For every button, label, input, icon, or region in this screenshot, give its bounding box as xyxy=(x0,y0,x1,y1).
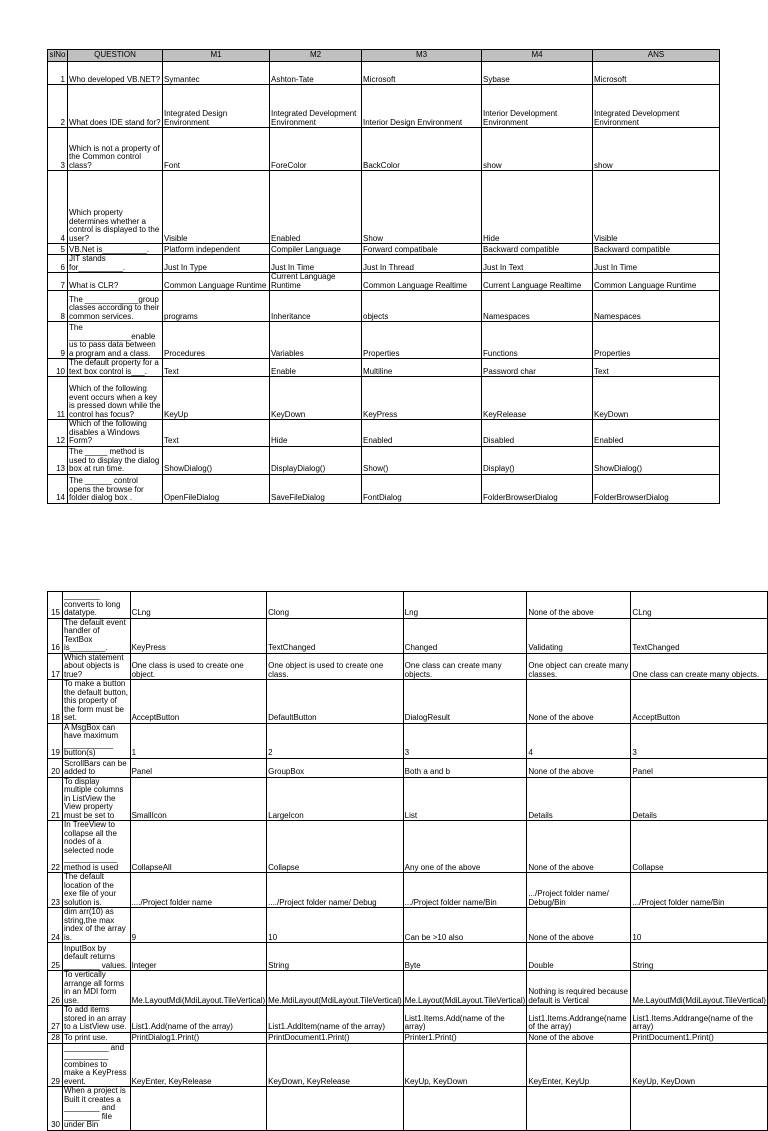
answer-cell: Integrated Development Environment xyxy=(593,85,720,128)
question-text: In TreeView to collapse all the nodes of a selected node ____________ method is used xyxy=(62,821,130,873)
option-m4: Sybase xyxy=(482,62,593,85)
header-m3: M3 xyxy=(362,50,482,62)
table-row xyxy=(48,446,720,474)
table-row xyxy=(48,359,720,377)
option-m4: Namespaces xyxy=(482,291,593,322)
option-m3 xyxy=(403,1087,527,1131)
option-m1 xyxy=(130,1087,267,1131)
option-m2: Ashton-Tate xyxy=(270,62,362,85)
question-text: Who developed VB.NET? xyxy=(68,62,163,85)
answer-cell: KeyUp, KeyDown xyxy=(631,1043,768,1087)
option-m1: Text xyxy=(163,359,270,377)
serial-number: 14 xyxy=(48,474,68,503)
option-m1: Just In Type xyxy=(163,255,270,273)
serial-number: 11 xyxy=(48,377,68,420)
option-m1: Procedures xyxy=(163,322,270,359)
serial-number: 13 xyxy=(48,446,68,474)
answer-cell: Properties xyxy=(593,322,720,359)
serial-number: 16 xyxy=(48,618,63,653)
option-m3: Both a and b xyxy=(403,758,527,777)
serial-number: 15 xyxy=(48,592,63,619)
option-m1: CollapseAll xyxy=(130,821,267,873)
option-m1: AcceptButton xyxy=(130,680,267,724)
option-m2: LargeIcon xyxy=(267,777,404,821)
serial-number: 28 xyxy=(48,1032,63,1043)
option-m1: ..../Project folder name xyxy=(130,873,267,908)
table-row xyxy=(48,723,768,758)
option-m3: One class can create many objects. xyxy=(403,653,527,680)
table-row xyxy=(48,474,720,503)
option-m2: ..../Project folder name/ Debug xyxy=(267,873,404,908)
option-m1: ShowDialog() xyxy=(163,446,270,474)
option-m3: List1.Items.Add(name of the array) xyxy=(403,1006,527,1033)
option-m3: Show() xyxy=(362,446,482,474)
answer-cell: Enabled xyxy=(593,420,720,447)
option-m3: Me.Layout(MdiLayout.TileVertical) xyxy=(403,971,527,1006)
question-text: InputBox by default returns ________ values. xyxy=(62,943,130,971)
serial-number: 3 xyxy=(48,128,68,171)
option-m3: Enabled xyxy=(362,420,482,447)
table-row xyxy=(48,777,768,821)
option-m1: Me.LayoutMdi(MdiLayout.TileVertical) xyxy=(130,971,267,1006)
option-m4: Nothing is required because default is Vertical xyxy=(527,971,631,1006)
answer-cell: AcceptButton xyxy=(631,680,768,724)
table-row xyxy=(48,273,720,291)
option-m4: KeyEnter, KeyUp xyxy=(527,1043,631,1087)
answer-cell: Just In Time xyxy=(593,255,720,273)
option-m3: Multiline xyxy=(362,359,482,377)
option-m1: programs xyxy=(163,291,270,322)
option-m1: One class is used to create one object. xyxy=(130,653,267,680)
option-m2: 10 xyxy=(267,908,404,943)
option-m2: GroupBox xyxy=(267,758,404,777)
option-m3: Can be >10 also xyxy=(403,908,527,943)
answer-cell: Details xyxy=(631,777,768,821)
question-text: When a project is Built it creates a ________ and ________ file under Bin xyxy=(62,1087,130,1131)
question-text: The default location of the exe file of your solution is. xyxy=(62,873,130,908)
option-m4: Hide xyxy=(482,171,593,244)
option-m4: One object can create many classes. xyxy=(527,653,631,680)
option-m2: Current Language Runtime xyxy=(270,273,362,291)
option-m3: Show xyxy=(362,171,482,244)
option-m2 xyxy=(267,1087,404,1131)
question-text: dim arr(10) as string,the max index of the array is. xyxy=(62,908,130,943)
table-row xyxy=(48,908,768,943)
option-m2: Just In Time xyxy=(270,255,362,273)
option-m4: Display() xyxy=(482,446,593,474)
table-row xyxy=(48,1043,768,1087)
question-text: Which of the following disables a Windows Form? xyxy=(68,420,163,447)
option-m2: Variables xyxy=(270,322,362,359)
question-text: Which statement about objects is true? xyxy=(62,653,130,680)
table-row xyxy=(48,128,720,171)
option-m1: Integrated Design Environment xyxy=(163,85,270,128)
option-m1: KeyPress xyxy=(130,618,267,653)
serial-number: 25 xyxy=(48,943,63,971)
table-row xyxy=(48,1087,768,1131)
option-m3: Just In Thread xyxy=(362,255,482,273)
table-row xyxy=(48,244,720,255)
option-m2: Hide xyxy=(270,420,362,447)
option-m2: Clong xyxy=(267,592,404,619)
option-m2: Compiler Language xyxy=(270,244,362,255)
table-row xyxy=(48,592,768,619)
option-m1: KeyEnter, KeyRelease xyxy=(130,1043,267,1087)
option-m2: String xyxy=(267,943,404,971)
option-m1: Font xyxy=(163,128,270,171)
question-text: To add items stored in an array to a ListView use. xyxy=(62,1006,130,1033)
question-text: The ______ control opens the browse for folder dialog box . xyxy=(68,474,163,503)
table-row xyxy=(48,821,768,873)
table-row xyxy=(48,758,768,777)
question-text: A MsgBox can have maximum ___________ button(s) xyxy=(62,723,130,758)
serial-number: 29 xyxy=(48,1043,63,1087)
option-m1: 9 xyxy=(130,908,267,943)
option-m3: Lng xyxy=(403,592,527,619)
header-m2: M2 xyxy=(270,50,362,62)
option-m2: Integrated Development Environment xyxy=(270,85,362,128)
option-m4: Functions xyxy=(482,322,593,359)
answer-cell: String xyxy=(631,943,768,971)
option-m3: Microsoft xyxy=(362,62,482,85)
serial-number: 21 xyxy=(48,777,63,821)
table-row xyxy=(48,62,720,85)
serial-number: 27 xyxy=(48,1006,63,1033)
serial-number: 2 xyxy=(48,85,68,128)
serial-number: 23 xyxy=(48,873,63,908)
question-text: Which of the following event occurs when a key is pressed down while the control has focus? xyxy=(68,377,163,420)
serial-number: 5 xyxy=(48,244,68,255)
option-m3: Byte xyxy=(403,943,527,971)
question-text: The ______________enable us to pass data between a program and a class. xyxy=(68,322,163,359)
serial-number: 24 xyxy=(48,908,63,943)
question-text: Which is not a property of the Common control class? xyxy=(68,128,163,171)
serial-number: 20 xyxy=(48,758,63,777)
option-m4: Disabled xyxy=(482,420,593,447)
question-text: To vertically arrange all forms in an MDI form use. xyxy=(62,971,130,1006)
question-text: JIT stands for__________. xyxy=(68,255,163,273)
question-text: __________ and __________ combines to make a KeyPress event. xyxy=(62,1043,130,1087)
option-m3: Printer1.Print() xyxy=(403,1032,527,1043)
option-m4: None of the above xyxy=(527,908,631,943)
option-m2: SaveFileDialog xyxy=(270,474,362,503)
serial-number: 10 xyxy=(48,359,68,377)
answer-cell: ShowDialog() xyxy=(593,446,720,474)
option-m4: Just In Text xyxy=(482,255,593,273)
option-m2: DisplayDialog() xyxy=(270,446,362,474)
serial-number: 6 xyxy=(48,255,68,273)
option-m4: Validating xyxy=(527,618,631,653)
option-m4: None of the above xyxy=(527,592,631,619)
question-text: VB.Net is__________. xyxy=(68,244,163,255)
answer-cell: List1.Items.Addrange(name of the array) xyxy=(631,1006,768,1033)
table-row xyxy=(48,618,768,653)
option-m1: Common Language Runtime xyxy=(163,273,270,291)
option-m1: KeyUp xyxy=(163,377,270,420)
answer-cell: .../Project folder name/Bin xyxy=(631,873,768,908)
question-table-1 xyxy=(47,49,720,504)
answer-cell: Namespaces xyxy=(593,291,720,322)
table-row xyxy=(48,1006,768,1033)
option-m4: Current Language Realtime xyxy=(482,273,593,291)
option-m3: Changed xyxy=(403,618,527,653)
answer-cell: Common Language Runtime xyxy=(593,273,720,291)
question-text: What is CLR? xyxy=(68,273,163,291)
option-m4: None of the above xyxy=(527,758,631,777)
table-row xyxy=(48,1032,768,1043)
option-m1: Panel xyxy=(130,758,267,777)
option-m3: objects xyxy=(362,291,482,322)
answer-cell: TextChanged xyxy=(631,618,768,653)
header-row xyxy=(48,50,720,62)
option-m1: OpenFileDialog xyxy=(163,474,270,503)
option-m1: 1 xyxy=(130,723,267,758)
option-m3: DialogResult xyxy=(403,680,527,724)
serial-number: 1 xyxy=(48,62,68,85)
table-row xyxy=(48,322,720,359)
option-m2: Inheritance xyxy=(270,291,362,322)
serial-number: 4 xyxy=(48,171,68,244)
table-row xyxy=(48,377,720,420)
option-m4: Double xyxy=(527,943,631,971)
answer-cell: CLng xyxy=(631,592,768,619)
option-m2: 2 xyxy=(267,723,404,758)
option-m1: Platform independent xyxy=(163,244,270,255)
serial-number: 26 xyxy=(48,971,63,1006)
option-m4: KeyRelease xyxy=(482,377,593,420)
option-m1: List1.Add(name of the array) xyxy=(130,1006,267,1033)
answer-cell: Panel xyxy=(631,758,768,777)
table-row xyxy=(48,171,720,244)
option-m3: 3 xyxy=(403,723,527,758)
answer-cell: One class can create many objects. xyxy=(631,653,768,680)
question-text: The default property for a text box control is___. xyxy=(68,359,163,377)
option-m2: Enable xyxy=(270,359,362,377)
answer-cell: KeyDown xyxy=(593,377,720,420)
table-row xyxy=(48,653,768,680)
question-table-2 xyxy=(47,591,768,1131)
option-m3: Any one of the above xyxy=(403,821,527,873)
option-m4: 4 xyxy=(527,723,631,758)
question-text: The ____________group classes according to their common services. xyxy=(68,291,163,322)
option-m2: TextChanged xyxy=(267,618,404,653)
question-text: ScrollBars can be added to xyxy=(62,758,130,777)
answer-cell xyxy=(631,1087,768,1131)
option-m4: None of the above xyxy=(527,680,631,724)
option-m1: CLng xyxy=(130,592,267,619)
serial-number: 18 xyxy=(48,680,63,724)
option-m4: FolderBrowserDialog xyxy=(482,474,593,503)
option-m3: List xyxy=(403,777,527,821)
serial-number: 12 xyxy=(48,420,68,447)
table-row xyxy=(48,291,720,322)
answer-cell: FolderBrowserDialog xyxy=(593,474,720,503)
header-m4: M4 xyxy=(482,50,593,62)
option-m2: KeyDown xyxy=(270,377,362,420)
question-text: ________ converts to long datatype. xyxy=(62,592,130,619)
option-m2: DefaultButton xyxy=(267,680,404,724)
option-m1: Integer xyxy=(130,943,267,971)
question-text: The default event handler of TextBox is________. xyxy=(62,618,130,653)
option-m4: None of the above xyxy=(527,821,631,873)
table-row xyxy=(48,943,768,971)
option-m3: BackColor xyxy=(362,128,482,171)
question-text: The _____ method is used to display the dialog box at run time. xyxy=(68,446,163,474)
option-m3: Interior Design Environment xyxy=(362,85,482,128)
header-m1: M1 xyxy=(163,50,270,62)
option-m2: ForeColor xyxy=(270,128,362,171)
table-row xyxy=(48,420,720,447)
option-m3: KeyUp, KeyDown xyxy=(403,1043,527,1087)
answer-cell: show xyxy=(593,128,720,171)
option-m4: show xyxy=(482,128,593,171)
serial-number: 22 xyxy=(48,821,63,873)
serial-number: 30 xyxy=(48,1087,63,1131)
option-m2: KeyDown, KeyRelease xyxy=(267,1043,404,1087)
answer-cell: Backward compatible xyxy=(593,244,720,255)
serial-number: 7 xyxy=(48,273,68,291)
table-row xyxy=(48,873,768,908)
option-m4: Backward compatible xyxy=(482,244,593,255)
serial-number: 9 xyxy=(48,322,68,359)
answer-cell: Collapse xyxy=(631,821,768,873)
option-m3: Forward compatibale xyxy=(362,244,482,255)
header-ans: ANS xyxy=(593,50,720,62)
header-slno: slNo xyxy=(48,50,68,62)
answer-cell: 3 xyxy=(631,723,768,758)
table-row xyxy=(48,680,768,724)
option-m4: Password char xyxy=(482,359,593,377)
option-m2: PrintDocument1.Print() xyxy=(267,1032,404,1043)
option-m4: .../Project folder name/ Debug/Bin xyxy=(527,873,631,908)
option-m1: PrintDialog1.Print() xyxy=(130,1032,267,1043)
option-m3: Common Language Realtime xyxy=(362,273,482,291)
option-m3: KeyPress xyxy=(362,377,482,420)
option-m1: Symantec xyxy=(163,62,270,85)
option-m3: Properties xyxy=(362,322,482,359)
option-m3: .../Project folder name/Bin xyxy=(403,873,527,908)
option-m3: FontDialog xyxy=(362,474,482,503)
option-m2: Me.MdiLayout(MdiLayout.TileVertical) xyxy=(267,971,404,1006)
option-m2: List1.AddItem(name of the array) xyxy=(267,1006,404,1033)
answer-cell: PrintDocument1.Print() xyxy=(631,1032,768,1043)
option-m1: Visible xyxy=(163,171,270,244)
serial-number: 8 xyxy=(48,291,68,322)
question-text: To display multiple columns in ListView the View property must be set to xyxy=(62,777,130,821)
answer-cell: Me.LayoutMdi(MdiLayout.TileVertical) xyxy=(631,971,768,1006)
option-m2: Collapse xyxy=(267,821,404,873)
question-text: To make a button the default button, this property of the form must be set. xyxy=(62,680,130,724)
answer-cell: Visible xyxy=(593,171,720,244)
question-text: To print use. xyxy=(62,1032,130,1043)
option-m4: List1.Items.Addrange(name of the array) xyxy=(527,1006,631,1033)
answer-cell: 10 xyxy=(631,908,768,943)
answer-cell: Microsoft xyxy=(593,62,720,85)
header-question: QUESTION xyxy=(68,50,163,62)
question-text: Which property determines whether a control is displayed to the user? xyxy=(68,171,163,244)
option-m4: Details xyxy=(527,777,631,821)
answer-cell: Text xyxy=(593,359,720,377)
option-m1: Text xyxy=(163,420,270,447)
option-m4: None of the above xyxy=(527,1032,631,1043)
table-row xyxy=(48,85,720,128)
option-m4 xyxy=(527,1087,631,1131)
option-m2: Enabled xyxy=(270,171,362,244)
option-m2: One object is used to create one class. xyxy=(267,653,404,680)
serial-number: 17 xyxy=(48,653,63,680)
option-m1: SmallIcon xyxy=(130,777,267,821)
table-row xyxy=(48,255,720,273)
serial-number: 19 xyxy=(48,723,63,758)
table-row xyxy=(48,971,768,1006)
option-m4: Interior Development Environment xyxy=(482,85,593,128)
question-text: What does IDE stand for? xyxy=(68,85,163,128)
